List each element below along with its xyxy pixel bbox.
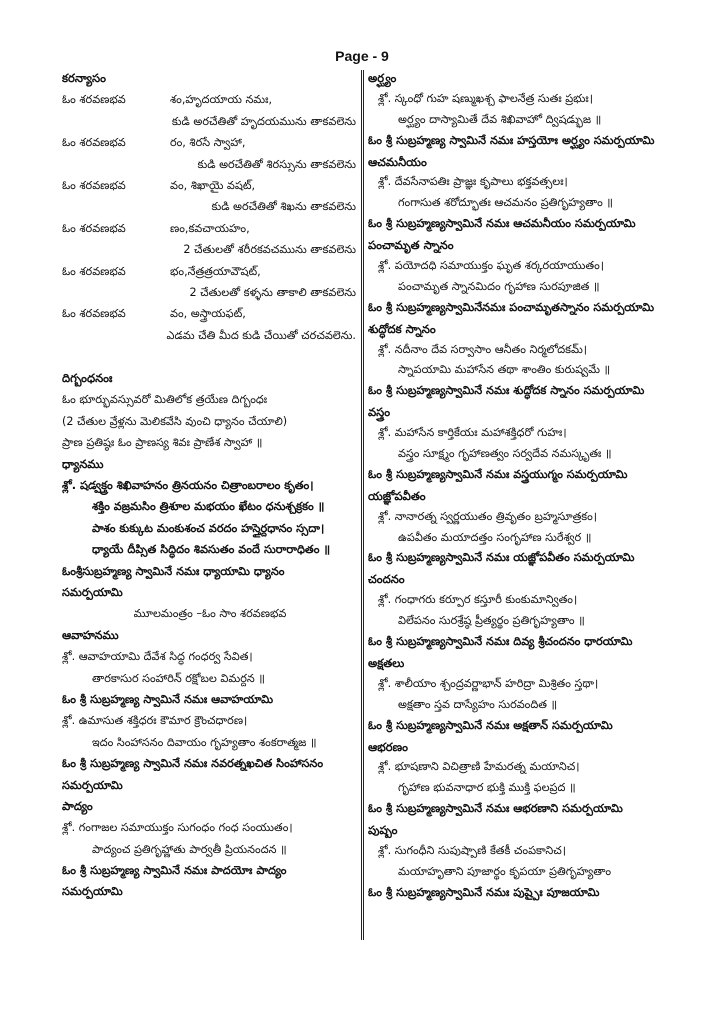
closing-mantra: ఓం శ్రీ సుబ్రహ్మణ్యస్వామినే నమః అక్షతాన్ సమర్పయామి xyxy=(368,718,613,732)
puja-section xyxy=(368,235,668,319)
puja-section xyxy=(368,486,668,570)
closing-mantra: ఓం శ్రీ సుబ్రహ్మణ్యస్వామినే నమః ఆభరణాని సమర్పయామి xyxy=(368,802,623,816)
step-mantra: వం, శిఖాయై వషట్, xyxy=(170,178,256,192)
step-mantra: వం, అస్త్రాయఫట్, xyxy=(170,307,246,321)
dhyanam-closing-line: సమర్పయామి xyxy=(62,585,123,599)
karanyasam-step xyxy=(62,303,358,346)
section-heading: పుష్పం xyxy=(368,823,398,838)
asanam-closing-line: ఓం శ్రీ సుబ్రహ్మణ్య స్వామినే నమః నవరత్నఖచిత సింహాసనం xyxy=(62,757,324,771)
puja-section xyxy=(368,569,668,653)
asanam-closing-line: సమర్పయామి xyxy=(62,778,123,792)
dhyanam-verse-line: శక్తిం వజ్రమసిం త్రిశూల మభయం ఖేటం ధనుశ్చక్రకం ॥ xyxy=(92,500,325,514)
puja-section xyxy=(368,820,668,904)
avahanam-verse-line: తారకాసుర సంహారిన్ రక్షోబల విమర్దన ॥ xyxy=(92,671,265,685)
closing-mantra: ఓం శ్రీ సుబ్రహ్మణ్యస్వామినే నమః యజ్ఞోపవీతం సమర్పయామి xyxy=(368,551,635,565)
puja-section xyxy=(368,402,668,486)
column-divider xyxy=(361,70,364,940)
left-column xyxy=(62,68,358,903)
section-heading-avahanam: ఆవాహనము xyxy=(62,627,119,642)
step-mantra: ణం,కవచాయహం, xyxy=(170,221,250,235)
verse-line: విలేపనం సురశ్రేష్ఠ ప్రీత్యర్థం ప్రతిగృహ్యతాం ॥ xyxy=(398,614,585,628)
verse-line: శ్లో. గంధాగరు కర్పూర కస్తూరీ కుంకుమాన్వితం। xyxy=(378,593,578,607)
karanyasam-step xyxy=(62,89,358,132)
verse-line: గంగాసుత శరోద్భూతః ఆచమనం ప్రతిగృహ్యతాం ॥ xyxy=(398,196,614,210)
dhyanam-closing-line: ఓంశ్రీసుబ్రహ్మణ్య స్వామినే నమః ధ్యాయామి ధ్యానం xyxy=(62,564,285,578)
section-heading: వస్త్రం xyxy=(368,405,391,420)
karanyasam-step xyxy=(62,261,358,304)
dhyanam-verse-line: ధ్యాయే దీప్సిత సిద్ధిదం శివసుతం వందే సురారాధితం ॥ xyxy=(92,543,331,557)
verse-line: శ్లో. భూషణాని విచిత్రాణి హేమరత్న మయానిచ। xyxy=(378,760,580,774)
verse-line: శ్లో. పయోదధి సమాయుక్తం ఘృత శర్కరయాయుతం। xyxy=(378,259,605,273)
verse-line: వస్త్రం సూక్ష్మం గృహాణత్వం సర్వదేవ నమస్కృతః ॥ xyxy=(398,447,612,461)
verse-line: శ్లో. మహాసేన కార్తికేయః మహాశక్తిధరో గుహః। xyxy=(378,426,567,440)
puja-section xyxy=(368,653,668,737)
verse-line: శ్లో. నానారత్న స్వర్ణయుతం త్రివృతం బ్రహ్మసూత్రకం। xyxy=(378,509,598,523)
puja-section xyxy=(368,152,668,236)
section-heading: పంచామృత స్నానం xyxy=(368,238,454,253)
step-mantra: శం,హృదయాయ నమః, xyxy=(170,93,273,107)
digbandhanam-line: ఓం భూర్భువస్సువరో మితిలోక త్రయేణ దిగ్బంధః xyxy=(62,393,268,407)
step-instruction: ఎడమ చేతి మీద కుడి చేయితో చరచవలెను. xyxy=(166,328,356,342)
verse-line: మయాహృతాని పూజార్థం కృపయా ప్రతిగృహ్యతాం xyxy=(398,864,612,878)
asanam-verse-line: శ్లో. ఉమాసుత శక్తిధరః కౌమార క్రౌంచధారణ। xyxy=(62,714,248,728)
verse-line: పంచామృత స్నానమిదం గృహాణ సురపూజిత ॥ xyxy=(398,279,600,293)
step-label: ఓం శరవణభవ xyxy=(62,93,126,107)
verse-line: స్నాపయామి మహాసేన తథా శాంతిం కురుష్వమే ॥ xyxy=(398,363,611,377)
right-column xyxy=(368,68,668,904)
asanam-verse-line: ఇదం సింహాసనం దివాయం గృహ్యతాం శంకరాత్మజ ॥ xyxy=(92,735,317,749)
step-label: ఓం శరవణభవ xyxy=(62,136,126,150)
closing-mantra: ఓం శ్రీ సుబ్రహ్మణ్యస్వామినే నమః ఆచమనీయం సమర్పయామి xyxy=(368,217,636,231)
karanyasam-step xyxy=(62,175,358,218)
section-heading-digbandhanam: దిగ్బంధనంః xyxy=(62,371,113,386)
closing-mantra: ఓం శ్రీ సుబ్రహ్మణ్యస్వామినే నమః దివ్య శ్రీచందనం ధారయామి xyxy=(368,635,633,649)
karanyasam-step xyxy=(62,218,358,261)
verse-line: శ్లో. నదీనాం దేవ సర్వాసాం ఆనీతం నిర్మలోదకమ్। xyxy=(378,342,588,356)
dhyanam-verse-line: పాశం కుక్కుట మంకుశంచ వరదం హస్తైర్దధానం స్సదా। xyxy=(92,521,325,535)
step-instruction: 2 చేతులతో కళ్ళను తాకాలి తాకవలెను xyxy=(189,285,356,299)
dhyanam-verse-line: శ్లో. షడ్వక్త్రం శిఖివాహనం త్రినయనం చిత్రాంబరాలం కృతం। xyxy=(62,479,314,493)
section-heading: ఆచమనీయం xyxy=(368,154,427,169)
step-label: ఓం శరవణభవ xyxy=(62,221,126,235)
padyam-verse-line: పాద్యంచ ప్రతిగృహ్ణాతు పార్వతీ ప్రియనందన ॥ xyxy=(92,842,287,856)
verse-line: శ్లో. దేవసేనాపతిః ప్రాజ్ఞః కృపాలు భక్తవత్సలః। xyxy=(378,175,568,189)
verse-line: అక్షతాం స్తవ దాస్యేహం సురవందిత ॥ xyxy=(398,697,558,711)
puja-section xyxy=(368,68,668,152)
step-label: ఓం శరవణభవ xyxy=(62,264,126,278)
section-heading: ఆభరణం xyxy=(368,739,408,754)
step-instruction: కుడి అరచేతితో శిరస్సును తాకవలెను xyxy=(197,157,356,171)
puja-section xyxy=(368,737,668,821)
avahanam-verse-line: శ్లో. ఆవాహయామి దేవేశ సిద్ధ గంధర్వ సేవిత। xyxy=(62,650,253,664)
padyam-closing-line: సమర్పయామి xyxy=(62,885,123,899)
digbandhanam-note: (2 చేతుల వ్రేళ్లను మెలికవేసి వుంచి ధ్యానం చేయాలి) xyxy=(62,414,288,428)
step-mantra: రం, శిరసే స్వాహా, xyxy=(170,136,246,150)
step-mantra: భం,నేత్రత్రయావౌషట్, xyxy=(170,264,261,278)
closing-mantra: ఓం శ్రీ సుబ్రహ్మణ్యస్వామినే నమః పుష్పైః పూజయామి xyxy=(368,885,600,899)
padyam-verse-line: శ్లో. గంగాజల సమాయుక్తం సుగంధం గంధ సంయుతం। xyxy=(62,821,293,835)
closing-mantra: ఓం శ్రీ సుబ్రహ్మణ్య స్వామినే నమః హస్తయోః అర్ఘ్యం సమర్పయామి xyxy=(368,133,655,147)
closing-mantra: ఓం శ్రీ సుబ్రహ్మణ్యస్వామినే నమః వస్త్రయుగ్మం సమర్పయామి xyxy=(368,467,628,481)
closing-mantra: ఓం శ్రీ సుబ్రహ్మణ్యస్వామినే నమః శుద్ధోదక స్నానం సమర్పయామి xyxy=(368,384,645,398)
verse-line: ఉపవీతం మయాదత్తం సంగృహాణ సురేశ్వర ॥ xyxy=(398,530,592,544)
step-label: ఓం శరవణభవ xyxy=(62,307,126,321)
avahanam-closing-line: ఓం శ్రీ సుబ్రహ్మణ్య స్వామినే నమః ఆవాహయామి xyxy=(62,692,274,706)
section-heading: యజ్ఞోపవీతం xyxy=(368,488,426,503)
verse-line: శ్లో. సుగంధీని సుపుష్పాణి కేతకీ చంపకానిచ। xyxy=(378,843,566,857)
step-instruction: 2 చేతులతో శరీరకవచమును తాకవలెను xyxy=(183,243,356,257)
section-heading-padyam: పాద్యం xyxy=(62,798,93,813)
section-heading: అర్ఘ్యం xyxy=(368,71,397,85)
karanyasam-step xyxy=(62,132,358,175)
moola-mantram: మూలమంత్రం –ఓం సాం శరవణభవ xyxy=(133,607,287,621)
step-instruction: కుడి అరచేతితో శిఖను తాకవలెను xyxy=(211,200,356,214)
section-heading: చందనం xyxy=(368,572,405,587)
prana-pratishta-line: ప్రాణ ప్రతిష్ఠః ఓం ప్రాణస్య శివః ప్రాణేశ స్వాహా ॥ xyxy=(62,436,263,450)
puja-section xyxy=(368,319,668,403)
step-instruction: కుడి అరచేతితో హృదయమును తాకవలెను xyxy=(171,114,356,128)
section-heading: శుద్ధోదక స్నానం xyxy=(368,321,436,336)
verse-line: గృహాణ భువనాధార భుక్తి ముక్తి ఫలప్రద ॥ xyxy=(398,781,576,795)
verse-line: అర్ఘ్యం దాస్యామితే దేవ శిఖివాహో ద్విషడ్భుజ ॥ xyxy=(398,112,602,126)
section-heading-karanyasam: కరన్యాసం xyxy=(62,71,106,85)
page-number: Page - 9 xyxy=(335,48,389,64)
verse-line: శ్లో. స్కంధో గుహ షణ్ముఖశ్చ ఫాలనేత్ర సుతః ప్రభుః। xyxy=(378,91,593,105)
verse-line: శ్లో. శాలీయాం శ్చంద్రవర్ణాభాన్ హరిద్రా మిశ్రితం స్తథా। xyxy=(378,676,599,690)
section-heading-dhyanam: ధ్యానము xyxy=(62,456,104,471)
closing-mantra: ఓం శ్రీ సుబ్రహ్మణ్యస్వామినేనమః పంచామృతస్నానం సమర్పయామి xyxy=(368,300,655,314)
step-label: ఓం శరవణభవ xyxy=(62,178,126,192)
section-heading: అక్షతలు xyxy=(368,655,405,670)
padyam-closing-line: ఓం శ్రీ సుబ్రహ్మణ్య స్వామినే నమః పాదయోః పాద్యం xyxy=(62,864,287,878)
